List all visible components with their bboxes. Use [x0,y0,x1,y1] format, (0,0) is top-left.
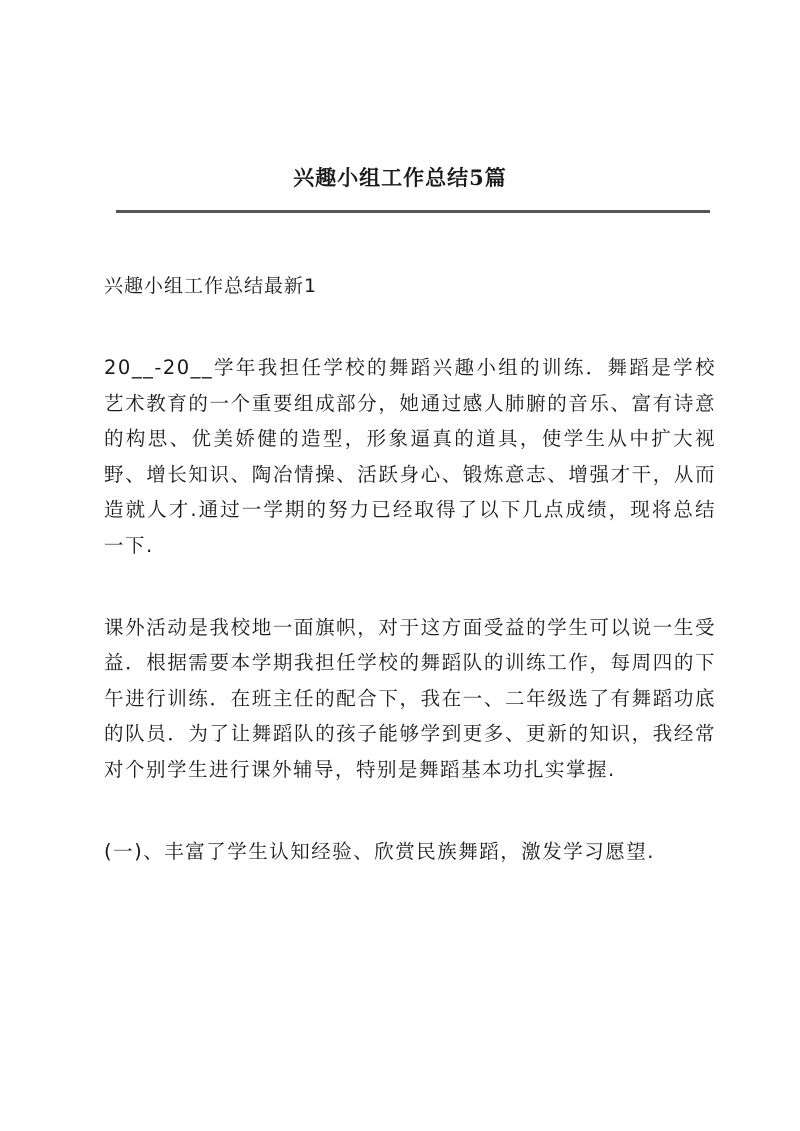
paragraph-3: (一)、丰富了学生认知经验、欣赏民族舞蹈，激发学习愿望. [104,839,655,863]
document-body [104,268,716,869]
section-heading: 兴趣小组工作总结最新1 [104,275,318,297]
paragraph-1: 20__-20__学年我担任学校的舞蹈兴趣小组的训练．舞蹈是学校艺术教育的一个重要组成部分，她通过感人肺腑的音乐、富有诗意的构思、优美娇健的造型，形象逼真的道具，使学生从中扩大视野、增长知识、陶冶情操、活跃身心、锻炼意志、增强才干，从而造就人才.通过一学期的努力已经取得了以下几点成绩，现将总结一下. [104,356,716,557]
document-title: 兴趣小组工作总结5篇 [293,165,507,190]
paragraph-2: 课外活动是我校地一面旗帜，对于这方面受益的学生可以说一生受益．根据需要本学期我担任学校的舞蹈队的训练工作，每周四的下午进行训练．在班主任的配合下，我在一、二年级选了有舞蹈功底的队员．为了让舞蹈队的孩子能够学到更多、更新的知识，我经常对个别学生进行课外辅导，特别是舞蹈基本功扎实掌握. [104,615,716,781]
title-divider [116,210,710,213]
